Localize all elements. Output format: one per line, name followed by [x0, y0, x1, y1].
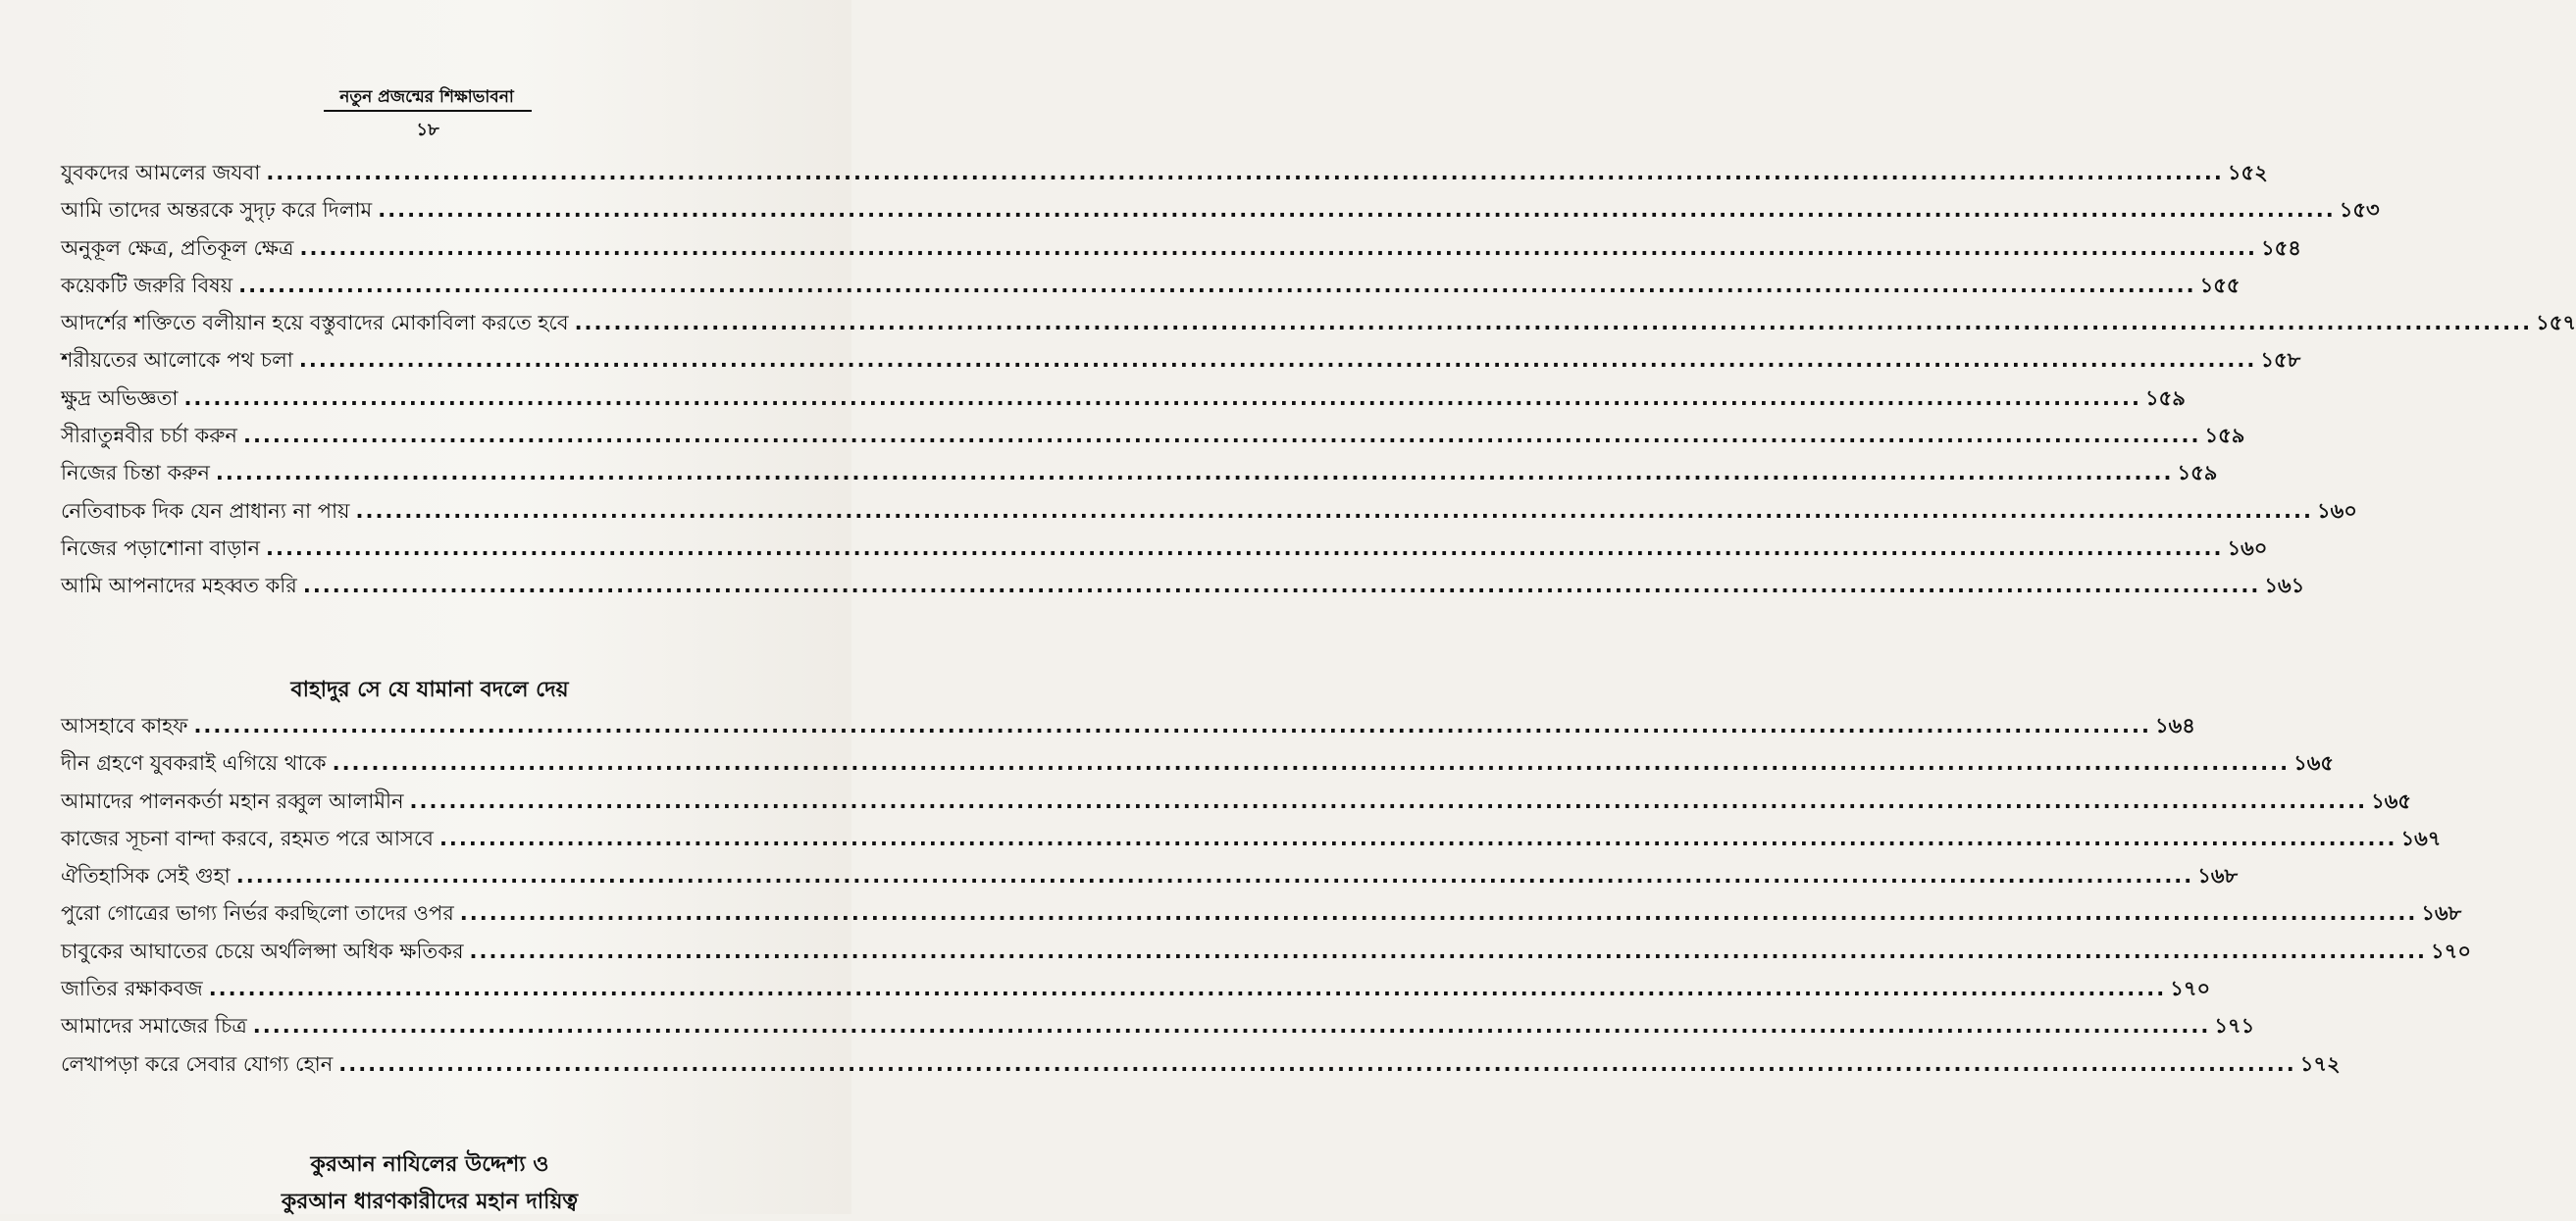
toc-entry-title: আমাদের পালনকর্তা মহান রব্বুল আলামীন	[61, 789, 404, 813]
dot-leader: ........................................................................................................................................................................................................	[355, 498, 2313, 523]
toc-entry-title: ঐতিহাসিক সেই গুহা	[61, 864, 231, 889]
dot-leader: ........................................................................................................................................................................................................	[459, 901, 2418, 926]
toc-entry-page: ১৫৫	[2199, 273, 2241, 297]
toc-entry-page: ১৭১	[2214, 1014, 2255, 1039]
dot-leader: ........................................................................................................................................................................................................	[215, 461, 2174, 485]
toc-entry-title: নিজের চিন্তা করুন	[61, 461, 210, 485]
toc-entry-title: কয়েকটি জরুরি বিষয়	[61, 273, 233, 297]
dot-leader: ........................................................................................................................................................................................................	[378, 198, 2336, 223]
toc-entry-page: ১৫৭	[2536, 311, 2576, 335]
section-heading-2: বাহাদুর সে যে যামানা বদলে দেয়	[290, 678, 569, 702]
toc-entry	[61, 270, 2241, 307]
dot-leader: ........................................................................................................................................................................................................	[299, 235, 2257, 260]
toc-entry	[61, 495, 2357, 533]
dot-leader: ........................................................................................................................................................................................................	[302, 574, 2261, 598]
dot-leader: ........................................................................................................................................................................................................	[265, 535, 2224, 560]
toc-entry-page: ১৬০	[2227, 535, 2268, 560]
dot-leader: ........................................................................................................................................................................................................	[409, 789, 2368, 813]
toc-group-2	[61, 710, 2471, 1086]
toc-entry-title: আমাদের সমাজের চিত্র	[61, 1014, 247, 1039]
toc-entry-title: যুবকদের আমলের জযবা	[61, 161, 261, 184]
toc-entry-page: ১৫৯	[2177, 461, 2218, 485]
toc-entry	[61, 710, 2195, 747]
dot-leader: ........................................................................................................................................................................................................	[208, 977, 2167, 1001]
toc-entry-page: ১৫২	[2227, 161, 2268, 184]
toc-entry-page: ১৬৮	[2421, 901, 2462, 926]
toc-entry-title: কাজের সূচনা বান্দা করবে, রহমত পরে আসবে	[61, 826, 434, 850]
dot-leader: ........................................................................................................................................................................................................	[242, 424, 2201, 448]
toc-entry-title: আসহাবে কাহফ	[61, 714, 188, 738]
toc-entry	[61, 1010, 2255, 1047]
header-rule	[324, 110, 532, 112]
dot-leader: ........................................................................................................................................................................................................	[338, 1051, 2296, 1076]
toc-entry	[61, 344, 2301, 382]
toc-entry	[61, 973, 2211, 1010]
dot-leader: ........................................................................................................................................................................................................	[183, 385, 2141, 410]
toc-entry-title: অনুকূল ক্ষেত্র, প্রতিকূল ক্ষেত্র	[61, 235, 294, 260]
toc-entry	[61, 194, 2380, 231]
dot-leader: ........................................................................................................................................................................................................	[193, 714, 2151, 738]
toc-entry-title: আদর্শের শক্তিতে বলীয়ান হয়ে বস্তুবাদের মোকাবিলা করতে হবে	[61, 311, 569, 335]
toc-entry-page: ১৫৩	[2339, 198, 2380, 223]
toc-entry-title: পুরো গোত্রের ভাগ্য নির্ভর করছিলো তাদের ওপর	[61, 901, 454, 926]
section-heading-3-line1: কুরআন নাযিলের উদ্দেশ্য ও	[310, 1152, 549, 1177]
toc-entry	[61, 1048, 2341, 1086]
toc-entry-page: ১৫৮	[2260, 348, 2301, 373]
toc-entry	[61, 307, 2576, 344]
toc-entry-page: ১৬০	[2317, 498, 2357, 523]
toc-entry-page: ১৫৯	[2144, 385, 2186, 410]
toc-entry	[61, 936, 2471, 973]
dot-leader: ........................................................................................................................................................................................................	[298, 348, 2257, 373]
dot-leader: ........................................................................................................................................................................................................	[238, 273, 2196, 297]
toc-entry	[61, 860, 2239, 897]
dot-leader: ........................................................................................................................................................................................................	[252, 1014, 2211, 1039]
toc-entry-title: চাবুকের আঘাতের চেয়ে অর্থলিপ্সা অধিক ক্ষতিকর	[61, 939, 464, 963]
section-heading-3-line2: কুরআন ধারণকারীদের মহান দায়িত্ব	[281, 1190, 579, 1214]
toc-entry	[61, 157, 2268, 194]
toc-entry	[61, 823, 2442, 860]
toc-entry	[61, 457, 2218, 494]
dot-leader: ........................................................................................................................................................................................................	[266, 161, 2224, 184]
toc-entry-title: দীন গ্রহণে যুবকরাই এগিয়ে থাকে	[61, 751, 327, 776]
toc-entry-page: ১৬৪	[2154, 714, 2195, 738]
dot-leader: ........................................................................................................................................................................................................	[469, 939, 2428, 963]
toc-entry-page: ১৬৫	[2293, 751, 2335, 776]
toc-entry	[61, 570, 2305, 607]
toc-entry-title: নিজের পড়াশোনা বাড়ান	[61, 535, 260, 560]
dot-leader: ........................................................................................................................................................................................................	[332, 751, 2291, 776]
toc-entry-page: ১৫৪	[2260, 235, 2301, 260]
toc-entry	[61, 382, 2186, 420]
page-number: ১৮	[416, 120, 439, 140]
dot-leader: ........................................................................................................................................................................................................	[438, 826, 2397, 850]
toc-entry-title: আমি তাদের অন্তরকে সুদৃঢ় করে দিলাম	[61, 198, 373, 223]
toc-entry-page: ১৭০	[2170, 977, 2211, 1001]
toc-entry-page: ১৬১	[2264, 574, 2305, 598]
toc-entry-page: ১৬৫	[2371, 789, 2411, 813]
toc-entry-title: লেখাপড়া করে সেবার যোগ্য হোন	[61, 1051, 334, 1076]
toc-entry-page: ১৬৮	[2197, 864, 2239, 889]
toc-entry-title: শরীয়তের আলোকে পথ চলা	[61, 348, 293, 373]
toc-entry-page: ১৭২	[2299, 1051, 2341, 1076]
toc-entry-page: ১৫৯	[2204, 424, 2245, 448]
toc-entry-title: সীরাতুন্নবীর চর্চা করুন	[61, 424, 237, 448]
toc-entry-title: ক্ষুদ্র অভিজ্ঞতা	[61, 385, 179, 410]
toc-entry	[61, 420, 2245, 457]
toc-entry	[61, 747, 2335, 785]
toc-entry	[61, 232, 2301, 270]
dot-leader: ........................................................................................................................................................................................................	[574, 311, 2533, 335]
toc-entry	[61, 786, 2411, 823]
running-title: নতুন প্রজন্মের শিক্ষাভাবনা	[339, 87, 514, 107]
toc-entry-title: আমি আপনাদের মহব্বত করি	[61, 574, 297, 598]
toc-entry-title: নেতিবাচক দিক যেন প্রাধান্য না পায়	[61, 498, 350, 523]
toc-entry-page: ১৬৭	[2400, 826, 2442, 850]
toc-entry	[61, 897, 2462, 935]
toc-group-1	[61, 157, 2576, 608]
toc-entry-title: জাতির রক্ষাকবজ	[61, 977, 203, 1001]
toc-entry	[61, 533, 2268, 570]
dot-leader: ........................................................................................................................................................................................................	[235, 864, 2194, 889]
toc-entry-page: ১৭০	[2431, 939, 2471, 963]
